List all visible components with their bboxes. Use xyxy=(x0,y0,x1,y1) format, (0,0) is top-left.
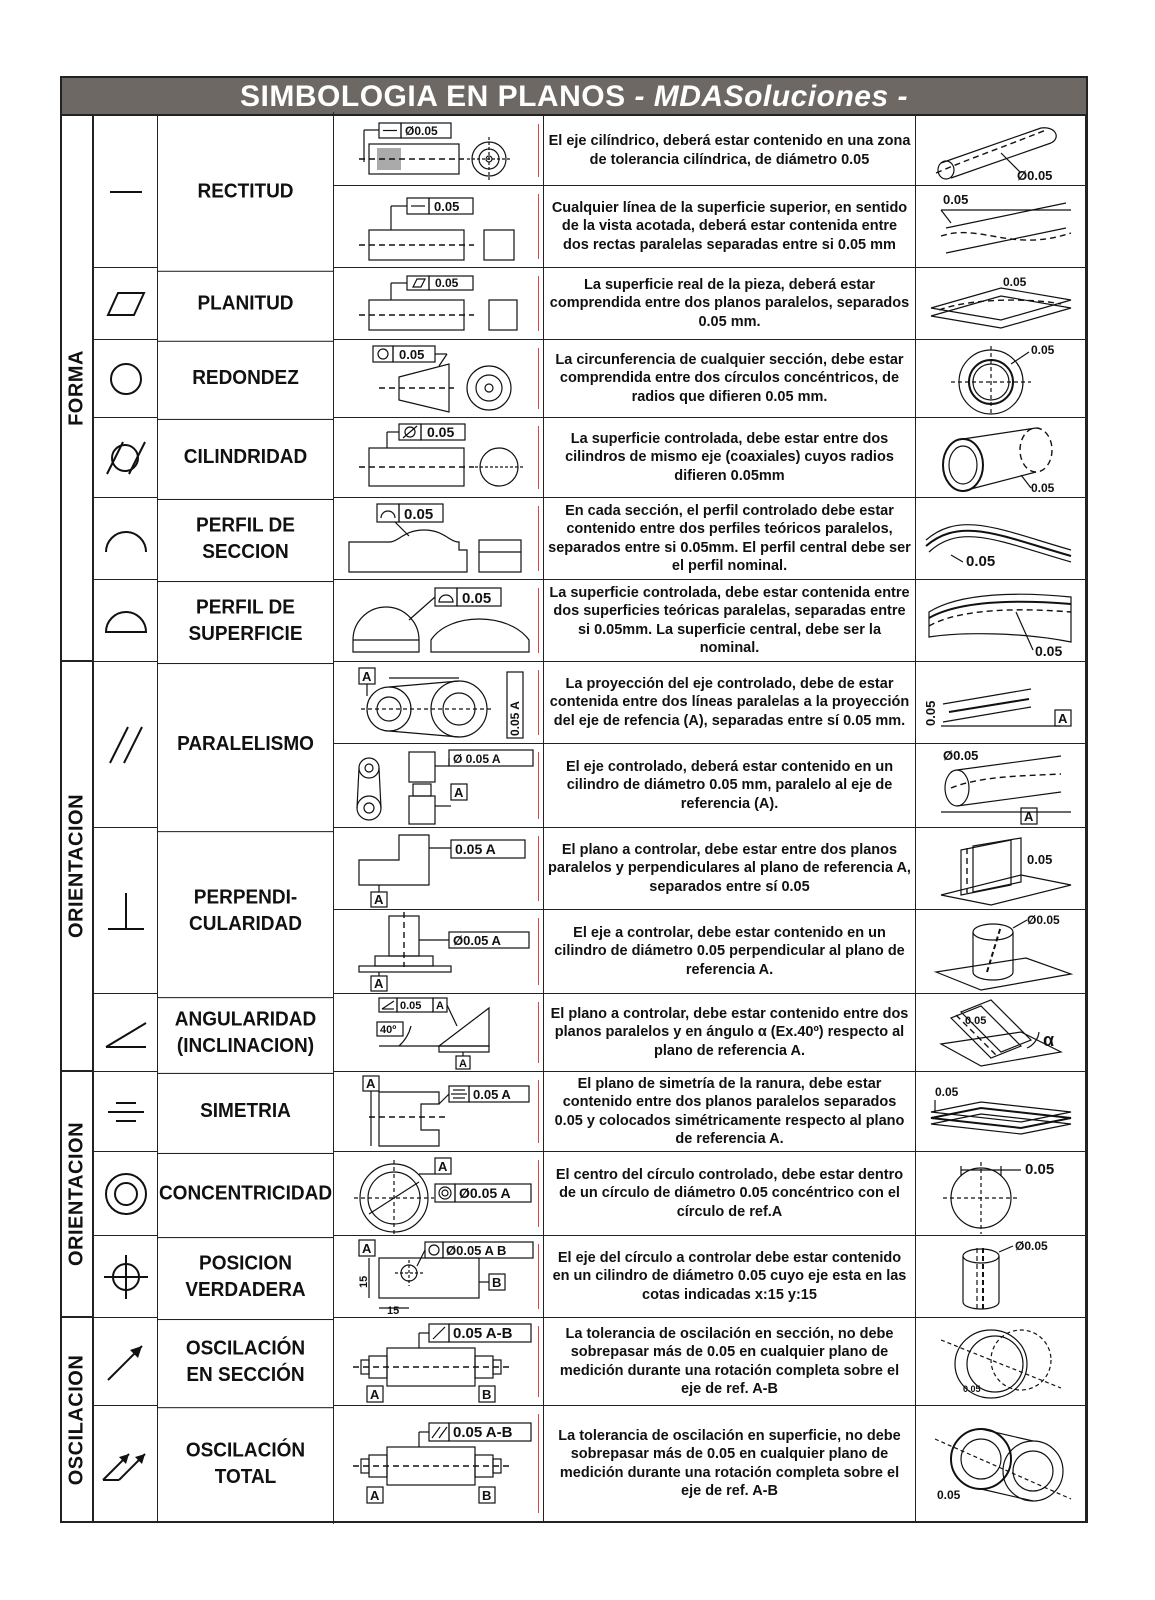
name-oscilacion-seccion xyxy=(158,1316,334,1408)
os2-datum-b: B xyxy=(481,1487,491,1503)
name-angularidad-line1: ANGULARIDAD xyxy=(174,1008,317,1031)
plan-illus-tol: 0.05 xyxy=(1002,274,1026,289)
os2-tol: 0.05 A-B xyxy=(452,1423,512,1441)
desc-oscilacion-seccion-text: La tolerancia de oscilación en sección, no debe sobrepasar más de 0.05 en cualquier plano de medición durante una rotación completa sobre el eje de ref. A-B xyxy=(559,1325,900,1397)
name-rectitud-text: RECTITUD xyxy=(197,180,294,203)
group-oscilacion xyxy=(62,1318,94,1521)
par1-datum: A xyxy=(361,668,371,684)
drawing-concentricidad xyxy=(334,1152,544,1236)
ps-tol: 0.05 xyxy=(403,505,433,523)
sheet-brand: - MDASoluciones - xyxy=(634,80,908,113)
drawing-rectitud-2 xyxy=(334,186,544,268)
desc-rectitud-2-text: Cualquier línea de la superficie superior, en sentido de la vista acotada, deberá estar contenida entre dos rectas paralelas separadas entre si 0.05 mm xyxy=(551,199,908,253)
symbol-flatness-icon xyxy=(94,268,158,340)
drawing-rectitud-1 xyxy=(334,116,544,186)
rect2-tol: 0.05 xyxy=(433,198,459,214)
perp1-tol: 0.05 A xyxy=(454,840,496,857)
group-orientacion xyxy=(62,662,94,1072)
perp2-datum: A xyxy=(373,975,383,991)
perp1-datum: A xyxy=(373,891,383,907)
cil-illus-tol: 0.05 xyxy=(1030,480,1054,495)
name-oscilacion-seccion-line2: EN SECCIÓN xyxy=(186,1363,305,1386)
name-rectitud xyxy=(158,112,334,272)
drawing-oscilacion-total xyxy=(334,1406,544,1521)
desc-redondez xyxy=(544,340,916,418)
ang-datum: A xyxy=(458,1057,467,1070)
desc-perpendicularidad-1 xyxy=(544,828,916,910)
illustration-redondez xyxy=(916,340,1086,418)
name-posicion-line1: POSICION xyxy=(199,1252,292,1275)
group-label-ubicacion: ORIENTACION xyxy=(65,1121,88,1267)
illustration-planitud xyxy=(916,268,1086,340)
ps-illus-tol: 0.05 xyxy=(965,552,995,570)
name-redondez-text: REDONDEZ xyxy=(192,367,299,390)
pos-dim-y: 15 xyxy=(357,1275,370,1288)
desc-redondez-text: La circunferencia de cualquier sección, debe estar comprendida entre dos círculos concéntricos, de radios que difieren 0.05 mm. xyxy=(555,351,904,405)
illustration-posicion xyxy=(916,1236,1086,1318)
desc-angularidad xyxy=(544,994,916,1072)
rect1-illus-tol: Ø0.05 xyxy=(1016,167,1052,183)
name-perfil-seccion-line1: PERFIL DE xyxy=(196,514,295,537)
group-forma xyxy=(62,116,94,662)
symbol-total-runout-icon xyxy=(94,1406,158,1521)
illustration-rectitud-2 xyxy=(916,186,1086,268)
desc-concentricidad xyxy=(544,1152,916,1236)
name-simetria xyxy=(158,1070,334,1154)
name-planitud xyxy=(158,266,334,342)
illustration-perfil-seccion xyxy=(916,498,1086,580)
name-posicion-line2: VERDADERA xyxy=(185,1278,306,1301)
pos-datum-a: A xyxy=(361,1240,371,1256)
os2-illus-tol: 0.05 xyxy=(936,1487,960,1502)
name-oscilacion-seccion-line1: OSCILACIÓN xyxy=(185,1337,306,1360)
ang-tol-datum: A xyxy=(435,999,444,1012)
name-angularidad xyxy=(158,992,334,1074)
name-angularidad-line2: (INCLINACION) xyxy=(176,1034,315,1057)
illustration-cilindridad xyxy=(916,418,1086,498)
desc-oscilacion-total xyxy=(544,1406,916,1521)
group-label-oscilacion: OSCILACION xyxy=(65,1354,88,1485)
sim-illus-tol: 0.05 xyxy=(934,1084,958,1099)
name-perpendicularidad xyxy=(158,824,334,998)
name-perfil-superficie xyxy=(158,578,334,664)
pos-illus-tol: Ø0.05 xyxy=(1014,1238,1048,1253)
name-perfil-superficie-line1: PERFIL DE xyxy=(196,596,295,619)
name-oscilacion-total-line2: TOTAL xyxy=(214,1465,277,1488)
drawing-perpendicularidad-1 xyxy=(334,828,544,910)
os2-datum-a: A xyxy=(369,1487,379,1503)
name-paralelismo xyxy=(158,658,334,832)
par2-datum: A xyxy=(453,784,463,800)
par1-illus-tol: 0.05 xyxy=(922,700,938,726)
symbol-roundness-icon xyxy=(94,340,158,418)
illustration-perfil-superficie xyxy=(916,580,1086,662)
ang-tol: 0.05 xyxy=(399,999,421,1012)
pos-datum-b: B xyxy=(491,1274,501,1290)
sim-tol: 0.05 A xyxy=(472,1086,511,1102)
name-perfil-seccion-line2: SECCION xyxy=(202,540,289,563)
symbol-circular-runout-icon xyxy=(94,1318,158,1406)
name-perpendicularidad-line1: PERPENDI- xyxy=(193,886,298,909)
desc-planitud xyxy=(544,268,916,340)
illustration-oscilacion-total xyxy=(916,1406,1086,1521)
drawing-redondez xyxy=(334,340,544,418)
name-perfil-seccion xyxy=(158,496,334,582)
drawing-perfil-superficie xyxy=(334,580,544,662)
psu-tol: 0.05 xyxy=(461,589,491,607)
desc-posicion xyxy=(544,1236,916,1318)
illustration-oscilacion-seccion xyxy=(916,1318,1086,1406)
symbol-angularity-icon xyxy=(94,994,158,1072)
red-illus-tol: 0.05 xyxy=(1030,342,1054,357)
name-paralelismo-text: PARALELISMO xyxy=(177,733,314,756)
par1-tol: 0.05 A xyxy=(507,700,522,736)
drawing-planitud xyxy=(334,268,544,340)
ang-illus-alpha: α xyxy=(1042,1029,1054,1050)
plan-tol: 0.05 xyxy=(434,275,458,290)
desc-paralelismo-1 xyxy=(544,662,916,744)
par2-illus-tol: Ø0.05 xyxy=(942,747,978,763)
symbol-surface-profile-icon xyxy=(94,580,158,662)
name-redondez xyxy=(158,338,334,420)
desc-perfil-seccion-text: En cada sección, el perfil controlado debe estar contenido entre dos perfiles teóricos paralelos, separados entre si 0.05mm. El perfil central debe ser el perfil nominal. xyxy=(548,502,911,574)
par1-illus-datum: A xyxy=(1057,710,1067,726)
desc-posicion-text: El eje del círculo a controlar debe estar contenido en un cilindro de diámetro 0.05 cuyo eje esta en las cotas indicadas x:15 y:15 xyxy=(552,1249,907,1303)
name-cilindridad-text: CILINDRIDAD xyxy=(183,446,308,469)
name-cilindridad xyxy=(158,416,334,500)
symbol-sheet xyxy=(60,76,1088,1523)
symbol-perpendicularity-icon xyxy=(94,828,158,994)
conc-tol: Ø0.05 A xyxy=(458,1184,511,1201)
symbol-straightness-icon xyxy=(94,116,158,268)
symbol-symmetry-icon xyxy=(94,1072,158,1152)
symbol-concentricity-icon xyxy=(94,1152,158,1236)
pos-dim-x: 15 xyxy=(386,1304,399,1316)
group-label-orientacion: ORIENTACION xyxy=(65,793,88,939)
drawing-perfil-seccion xyxy=(334,498,544,580)
desc-simetria-text: El plano de simetría de la ranura, debe estar contenido entre dos planos paralelos separados 0.05 y colocados simétricamente respecto al plano de referencia A. xyxy=(554,1075,905,1147)
red-tol: 0.05 xyxy=(398,346,424,362)
drawing-simetria xyxy=(334,1072,544,1152)
desc-simetria xyxy=(544,1072,916,1152)
drawing-perpendicularidad-2 xyxy=(334,910,544,994)
illustration-concentricidad xyxy=(916,1152,1086,1236)
desc-perpendicularidad-1-text: El plano a controlar, debe estar entre dos planos paralelos y perpendiculares al plano de referencia A, separados entre sí 0.05 xyxy=(548,841,911,895)
illustration-perpendicularidad-1 xyxy=(916,828,1086,910)
name-perfil-superficie-line2: SUPERFICIE xyxy=(188,622,303,645)
illustration-rectitud-1 xyxy=(916,116,1086,186)
desc-concentricidad-text: El centro del círculo controlado, debe estar dentro de un círculo de diámetro 0.05 concéntrico con el círculo de ref.A xyxy=(555,1166,904,1220)
illustration-angularidad xyxy=(916,994,1086,1072)
name-concentricidad xyxy=(158,1150,334,1238)
drawing-cilindridad xyxy=(334,418,544,498)
desc-oscilacion-seccion xyxy=(544,1318,916,1406)
group-label-forma: FORMA xyxy=(65,350,88,426)
desc-paralelismo-1-text: La proyección del eje controlado, debe de estar contenida entre dos líneas paralelas a la proyección del eje de refencia (A), separadas entre sí 0.05 mm. xyxy=(549,675,910,729)
drawing-paralelismo-2 xyxy=(334,744,544,828)
drawing-paralelismo-1 xyxy=(334,662,544,744)
symbol-parallelism-icon xyxy=(94,662,158,828)
name-planitud-text: PLANITUD xyxy=(197,292,294,315)
desc-angularidad-text: El plano a controlar, debe estar contenido entre dos planos paralelos y en ángulo α (Ex.40º) respecto al plano de referencia A. xyxy=(550,1005,909,1059)
name-oscilacion-total-line1: OSCILACIÓN xyxy=(185,1439,306,1462)
par2-tol: Ø 0.05 A xyxy=(452,751,501,766)
desc-paralelismo-2-text: El eje controlado, deberá estar contenido en un cilindro de diámetro 0.05 mm, paralelo al eje de referencia (A). xyxy=(565,758,894,812)
conc-illus-tol: 0.05 xyxy=(1024,1160,1054,1178)
name-perpendicularidad-line2: CULARIDAD xyxy=(189,912,302,935)
name-oscilacion-total xyxy=(158,1403,334,1524)
desc-perpendicularidad-2-text: El eje a controlar, debe estar contenido en un cilindro de diámetro 0.05 perpendicular al plano de referencia A. xyxy=(554,924,905,978)
os1-tol: 0.05 A-B xyxy=(452,1324,512,1342)
desc-perfil-superficie-text: La superficie controlada, debe estar contenida entre dos superficies teóricas paralelas, separadas entre si 0.05mm. La superficie central, debe ser la nominal. xyxy=(549,584,910,656)
rect2-illus-tol: 0.05 xyxy=(942,191,968,207)
desc-cilindridad xyxy=(544,418,916,498)
sheet-title: SIMBOLOGIA EN PLANOS xyxy=(240,80,626,113)
sheet-header xyxy=(62,78,1086,116)
symbol-line-profile-icon xyxy=(94,498,158,580)
drawing-posicion xyxy=(334,1236,544,1318)
desc-planitud-text: La superficie real de la pieza, deberá estar comprendida entre dos planos paralelos, separados 0.05 mm. xyxy=(549,276,910,330)
os1-datum-b: B xyxy=(481,1386,491,1402)
desc-rectitud-1-text: El eje cilíndrico, deberá estar contenido en una zona de tolerancia cilíndrica, de diámetro 0.05 xyxy=(548,133,911,168)
sim-datum: A xyxy=(365,1075,375,1091)
perp2-illus-tol: Ø0.05 xyxy=(1026,912,1060,927)
os1-datum-a: A xyxy=(369,1386,379,1402)
illustration-paralelismo-2 xyxy=(916,744,1086,828)
os1-illus-tol: 0.05 xyxy=(962,1383,981,1394)
name-concentricidad-text: CONCENTRICIDAD xyxy=(158,1182,333,1205)
desc-cilindridad-text: La superficie controlada, debe estar entre dos cilindros de mismo eje (coaxiales) cuyos radios difieren 0.05mm xyxy=(565,430,894,484)
illustration-simetria xyxy=(916,1072,1086,1152)
name-simetria-text: SIMETRIA xyxy=(200,1100,291,1123)
perp2-tol: Ø0.05 A xyxy=(452,932,501,948)
illustration-perpendicularidad-2 xyxy=(916,910,1086,994)
desc-perfil-seccion xyxy=(544,498,916,580)
rect1-tol: Ø0.05 xyxy=(404,123,438,138)
desc-paralelismo-2 xyxy=(544,744,916,828)
desc-oscilacion-total-text: La tolerancia de oscilación en superficie, no debe sobrepasar más de 0.05 en cualquier plano de medición durante una rotación completa sobre el eje de ref. A-B xyxy=(558,1427,901,1499)
pos-tol: Ø0.05 A B xyxy=(445,1242,506,1258)
illustration-paralelismo-1 xyxy=(916,662,1086,744)
desc-perpendicularidad-2 xyxy=(544,910,916,994)
par2-illus-datum: A xyxy=(1023,808,1033,824)
drawing-angularidad xyxy=(334,994,544,1072)
drawing-oscilacion-seccion xyxy=(334,1318,544,1406)
desc-rectitud-1 xyxy=(544,116,916,186)
cil-tol: 0.05 xyxy=(426,423,454,440)
perp1-illus-tol: 0.05 xyxy=(1026,851,1052,867)
name-posicion xyxy=(158,1234,334,1320)
symbol-position-icon xyxy=(94,1236,158,1318)
psu-illus-tol: 0.05 xyxy=(1034,642,1062,659)
conc-datum: A xyxy=(437,1158,447,1174)
desc-rectitud-2 xyxy=(544,186,916,268)
desc-perfil-superficie xyxy=(544,580,916,662)
group-ubicacion xyxy=(62,1072,94,1318)
symbol-cylindricity-icon xyxy=(94,418,158,498)
ang-angle: 40º xyxy=(379,1023,396,1036)
ang-illus-tol: 0.05 xyxy=(964,1014,986,1027)
